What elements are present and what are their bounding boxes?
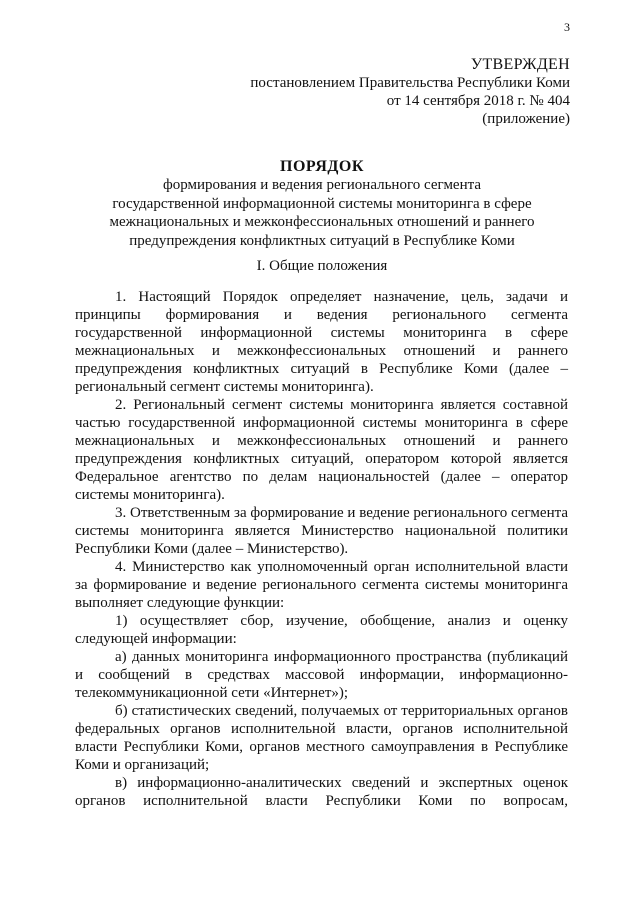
paragraph: в) информационно-аналитических сведений и экспертных оценок органов исполнительной власти Республики Коми по вопросам, [75,775,568,809]
document-title: ПОРЯДОК [280,158,364,175]
paragraph: 3. Ответственным за формирование и ведение регионального сегмента системы мониторинга является Министерство национальной политики Республики Коми (далее – Министерство). [75,505,568,557]
approval-title: УТВЕРЖДЕН [470,56,570,73]
paragraph: 2. Региональный сегмент системы мониторинга является составной частью государственной информационной системы мониторинга в сфере межнациональных и межконфессиональных отношений и раннего предупреждения конфликтных ситуаций, оператором которой является Федеральное агентство по делам национальностей (далее – оператор системы мониторинга). [75,397,568,503]
subtitle-line: межнациональных и межконфессиональных отношений и раннего [109,214,535,230]
approval-line: постановлением Правительства Республики Коми [250,75,570,91]
approval-line: (приложение) [482,111,570,127]
page-number: 3 [564,20,570,34]
paragraph: а) данных мониторинга информационного пространства (публикаций и сообщений в средствах массовой информации, информационно-телекоммуникационной сети «Интернет»); [75,649,568,701]
paragraph: 1. Настоящий Порядок определяет назначение, цель, задачи и принципы формирования и ведения регионального сегмента государственной информационной системы мониторинга в сфере межнациональных и межконфессиональных отношений и раннего предупреждения конфликтных ситуаций в Республике Коми (далее – региональный сегмент системы мониторинга). [75,289,568,395]
document-subtitle [72,176,572,250]
subtitle-line: формирования и ведения регионального сегмента [162,177,482,193]
approval-line: от 14 сентября 2018 г. № 404 [386,93,570,109]
document-body [75,288,568,810]
approval-stamp [170,56,570,128]
paragraph: 1) осуществляет сбор, изучение, обобщение, анализ и оценку следующей информации: [75,613,568,647]
paragraph: б) статистических сведений, получаемых от территориальных органов федеральных органов исполнительной власти, органов исполнительной власти Республики Коми, органов местного самоуправления в Республике Коми и организаций; [75,703,568,773]
section-heading: I. Общие положения [256,258,388,274]
paragraph: 4. Министерство как уполномоченный орган исполнительной власти за формирование и ведение регионального сегмента системы мониторинга выполняет следующие функции: [75,559,568,611]
subtitle-line: государственной информационной системы мониторинга в сфере [112,195,532,212]
subtitle-line: предупреждения конфликтных ситуаций в Республике Коми [129,232,515,249]
